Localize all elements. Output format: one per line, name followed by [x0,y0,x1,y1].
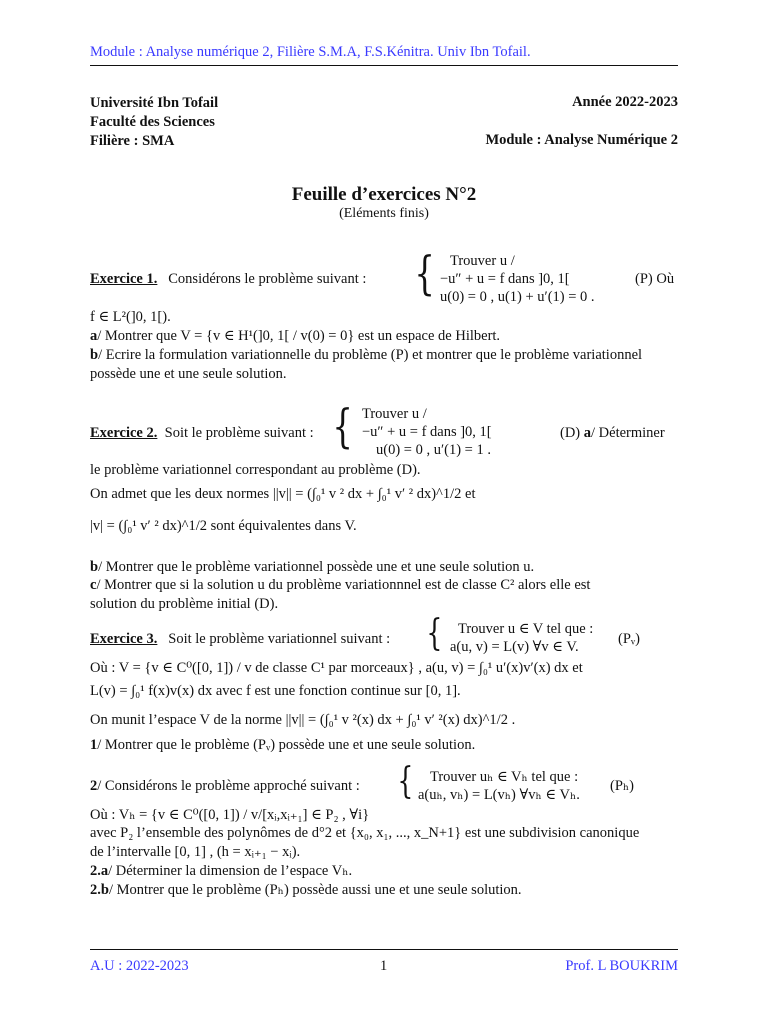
ex3-q1-text: / Montrer que le problème (Pᵥ) possède une et une seule solution. [97,737,476,753]
ex3-system [450,620,593,656]
ex1-b-label: b [90,347,99,363]
ex1-tag: (P) Où [635,271,675,287]
ex2-a-text: / Déterminer [591,425,665,441]
ex1-sys-line3: u(0) = 0 , u(1) + u′(1) = 0 . [440,289,595,305]
ex1-sys-line1: Trouver u / [450,253,515,269]
ex1-question-b [90,346,642,364]
footer-author: Prof. L BOUKRIM [565,958,678,974]
ex3-question-1 [90,736,475,754]
title-sub: (Eléments finis) [339,206,429,221]
ex1-brace: { [414,246,435,300]
ex3-line6: de l’intervalle [0, 1] , (h = xᵢ₊₁ − xᵢ). [90,844,301,860]
ex3-label: Exercice 3. [90,631,158,647]
ex3-tag: (Pᵥ) [618,631,640,647]
ex3-brace: { [426,613,443,654]
ex2-tag: (D) [560,425,581,441]
header-rule [90,65,678,66]
sheet-title [90,184,678,222]
ex2-sys-line3: u(0) = 0 , u′(1) = 1 . [376,442,491,458]
ex1-system [440,252,595,306]
title-main: Feuille d’exercices N°2 [291,184,477,205]
ex1-line1: f ∈ L²(]0, 1[). [90,309,171,325]
ex3-q2a-label: 2.a [90,863,109,879]
ex3-line2: L(v) = ∫₀¹ f(x)v(x) dx avec f est une fonction continue sur [0, 1]. [90,683,461,699]
ex1-heading [90,270,366,288]
ex3-sys-line4: a(uₕ, vₕ) = L(vₕ) ∀vₕ ∈ Vₕ. [418,787,580,803]
ex3-brace-2: { [397,761,414,802]
footer-year: A.U : 2022-2023 [90,958,189,974]
ex2-b-label: b [90,559,99,575]
ex1-b-text1: / Ecrire la formulation variationnelle du problème (P) et montrer que le problème variationnel [98,347,643,363]
ex3-line4: Où : Vₕ = {v ∈ C⁰([0, 1]) / v/[xᵢ,xᵢ₊₁] ∈ P₂ , ∀i} [90,807,370,823]
ex3-question-2a [90,862,352,880]
ex2-system [362,405,492,459]
ex3-tag-2: (Pₕ) [610,778,634,794]
ex3-line1: Où : V = {v ∈ C⁰([0, 1]) / v de classe C¹ par morceaux} , a(u, v) = ∫₀¹ u′(x)v′(x) dx et [90,660,583,676]
ex1-b-line2: possède une et une seule solution. [90,366,287,382]
module-label: Module : Analyse Numérique 2 [485,132,678,148]
ex2-line1: le problème variationnel correspondant au problème (D). [90,462,421,478]
ex3-q2b-label: 2.b [90,882,109,898]
ex2-heading [90,424,314,442]
ex2-b-text: / Montrer que le problème variationnel possède une et une seule solution u. [98,559,535,575]
ex2-question-c [90,576,590,594]
ex2-line2: On admet que les deux normes ||v|| = (∫₀¹ v ² dx + ∫₀¹ v′ ² dx)^1/2 et [90,486,476,502]
ex3-line5: avec P₂ l’ensemble des polynômes de d°2 et {x₀, x₁, ..., x_N+1} est une subdivision canonique [90,825,640,841]
ex3-q2-label: 2 [90,778,98,794]
ex2-label: Exercice 2. [90,425,158,441]
ex3-line3: On munit l’espace V de la norme ||v|| = (∫₀¹ v ²(x) dx + ∫₀¹ v′ ²(x) dx)^1/2 . [90,712,516,728]
ex3-sys-line1: Trouver u ∈ V tel que : [458,621,594,637]
ex1-intro: Considérons le problème suivant : [168,271,367,287]
page-number: 1 [380,958,388,974]
ex3-intro: Soit le problème variationnel suivant : [168,631,391,647]
ex3-system-2 [418,768,580,804]
ex1-a-label: a [90,328,98,344]
ex1-sys-line2: −u″ + u = f dans ]0, 1[ [440,271,570,287]
ex1-a-text: / Montrer que V = {v ∈ H¹(]0, 1[ / v(0) = 0} est un espace de Hilbert. [97,328,501,344]
footer-rule [90,949,678,950]
ex3-q1-label: 1 [90,737,98,753]
ex3-q2-text: / Considérons le problème approché suivant : [97,778,360,794]
faculty-name: Faculté des Sciences [90,114,215,130]
ex2-tag-a [560,424,665,442]
ex2-a-label: a [583,425,592,441]
university-name: Université Ibn Tofail [90,95,219,111]
ex2-sys-line1: Trouver u / [362,406,427,422]
ex3-heading [90,630,390,648]
ex3-q2a-text: / Déterminer la dimension de l’espace Vₕ. [108,863,353,879]
running-header: Module : Analyse numérique 2, Filière S.M.A, F.S.Kénitra. Univ Ibn Tofail. [90,44,531,60]
ex2-question-b [90,558,534,576]
ex3-q2b-text: / Montrer que le problème (Pₕ) possède aussi une et une seule solution. [108,882,522,898]
academic-year: Année 2022-2023 [572,94,678,110]
ex1-question-a [90,327,500,345]
ex3-sys-line3: Trouver uₕ ∈ Vₕ tel que : [430,769,579,785]
ex2-brace: { [332,399,353,453]
ex3-sys-line2: a(u, v) = L(v) ∀v ∈ V. [450,639,579,655]
ex2-c-label: c [90,577,97,593]
ex2-sys-line2: −u″ + u = f dans ]0, 1[ [362,424,492,440]
filiere-label: Filière : SMA [90,133,175,149]
ex2-line3: |v| = (∫₀¹ v′ ² dx)^1/2 sont équivalentes dans V. [90,518,357,534]
ex3-question-2 [90,777,360,795]
ex2-c-line2: solution du problème initial (D). [90,596,279,612]
ex2-c-text1: / Montrer que si la solution u du problème variationnnel est de classe C² alors elle est [96,577,591,593]
ex1-label: Exercice 1. [90,271,158,287]
ex3-question-2b [90,881,522,899]
ex2-intro: Soit le problème suivant : [164,425,314,441]
